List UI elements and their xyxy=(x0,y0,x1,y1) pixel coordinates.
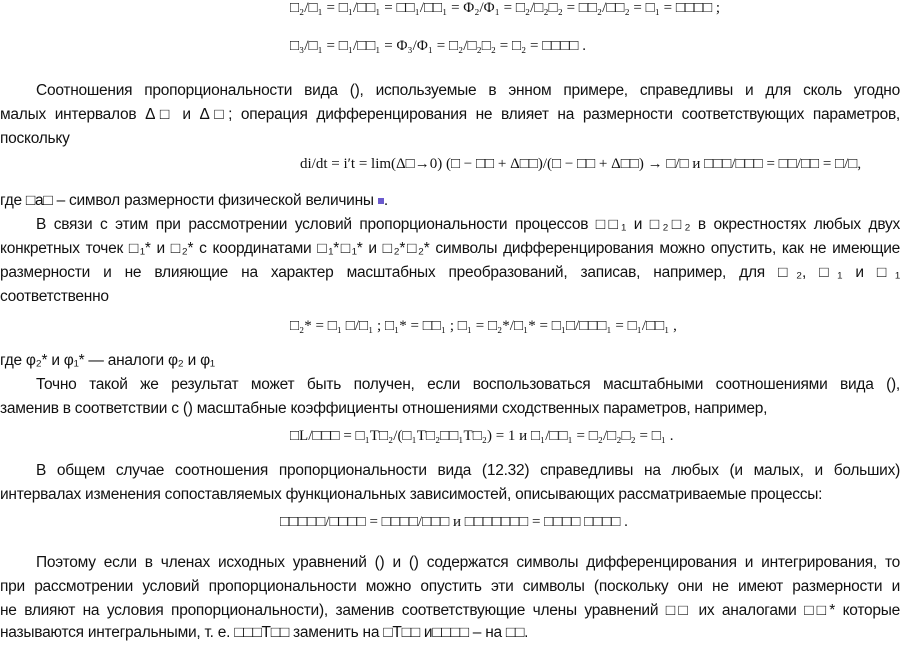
paragraph-proportionality-line2: малых интервалов Δ□ и Δ□; операция дифференцирования не влияет на размерности соответствующих параметров, xyxy=(0,106,900,123)
paragraph-conclusion-line3: не влияют на условия пропорциональности), заменив соответствующие члены уравнений □□ их аналогами □□* которые xyxy=(0,602,900,619)
formula-analog-ratios: □₂* = □₁ □/□₁ ; □₁* = □□₁ ; □₁ = □₂*/□₁* = □₁□/□□□₁ = □₁/□□₁ , xyxy=(290,318,677,334)
paragraph-proportionality-line3: поскольку xyxy=(0,130,70,147)
paragraph-conclusion: Поэтому если в членах исходных уравнений () и () содержатся символы дифференцирования и интегрирования, то xyxy=(36,554,900,571)
dimension-symbol-text: где □а□ – символ размерности физической величины xyxy=(0,192,374,209)
paragraph-scale-relations-line2: заменив в соответствии с () масштабные коэффициенты отношениями сходственных параметров, например, xyxy=(0,400,768,417)
formula-integral-relation: □□□□□/□□□□ = □□□□/□□□ и □□□□□□□ = □□□□ □□□□ . xyxy=(280,514,628,530)
paragraph-conclusion-line2: при рассмотрении условий пропорциональности можно опустить эти символы (поскольку они не имеют размерности и xyxy=(0,578,900,595)
paragraph-proportionality: Соотношения пропорциональности вида (), используемые в энном примере, справедливы и для сколь угодно xyxy=(36,82,900,99)
paragraph-process-points-line4: соответственно xyxy=(0,288,109,305)
paragraph-dimension-symbol: где □а□ – символ размерности физической величины . xyxy=(0,192,388,209)
formula-derivative-limit: di/dt = i′t = lim(Δ□→0) (□ − □□ + Δ□□)/(□ − □□ + Δ□□) → □/□ и □□□/□□□ = □□/□□ = □/□, xyxy=(300,156,862,172)
formula-scale-ratios-2: □₃/□₁ = □₁/□□₁ = Φ₃/Φ₁ = □₂/□₂□₂ = □₂ = □□□□ . xyxy=(290,38,586,54)
paragraph-analogs: где φ₂* и φ₁* — аналоги φ₂ и φ₁ xyxy=(0,352,215,369)
paragraph-scale-relations: Точно такой же результат может быть получен, если воспользоваться масштабными соотношениями вида (), xyxy=(36,376,900,393)
paragraph-general-case: В общем случае соотношения пропорциональности вида (12.32) справедливы на любых (и малых, и больших) xyxy=(36,462,900,479)
paragraph-process-points-line3: размерности и не влияющие на характер масштабных преобразований, записав, например, для □₂, □₁ и □₁ xyxy=(0,264,900,281)
highlight-marker-icon xyxy=(378,198,384,204)
paragraph-process-points-line2: конкретных точек □₁* и □₂* с координатами □₁*□₁* и □₂*□₂* символы дифференцирования можно опустить, как не имеющие xyxy=(0,240,900,257)
formula-coefficient-ratio: □L/□□□ = □₁T□₂/(□₁T□₂□□₁T□₂) = 1 и □₁/□□₁ = □₂/□₂□₂ = □₁ . xyxy=(290,428,674,444)
paragraph-process-points: В связи с этим при рассмотрении условий пропорциональности процессов □□₁ и □₂□₂ в окрестностях любых двух xyxy=(36,216,900,233)
formula-scale-ratios-1: □₂/□₁ = □₁/□□₁ = □□₁/□□₁ = Φ₂/Φ₁ = □₂/□₂□₂ = □□₂/□□₂ = □₁ = □□□□ ; xyxy=(290,0,721,16)
paragraph-conclusion-line4: называются интегральными, т. е. □□□T□□ заменить на □T□□ и□□□□ – на □□. xyxy=(0,624,529,641)
paragraph-general-case-line2: интервалах изменения сопоставляемых функциональных зависимостей, описывающих рассматриваемые процессы: xyxy=(0,486,823,503)
